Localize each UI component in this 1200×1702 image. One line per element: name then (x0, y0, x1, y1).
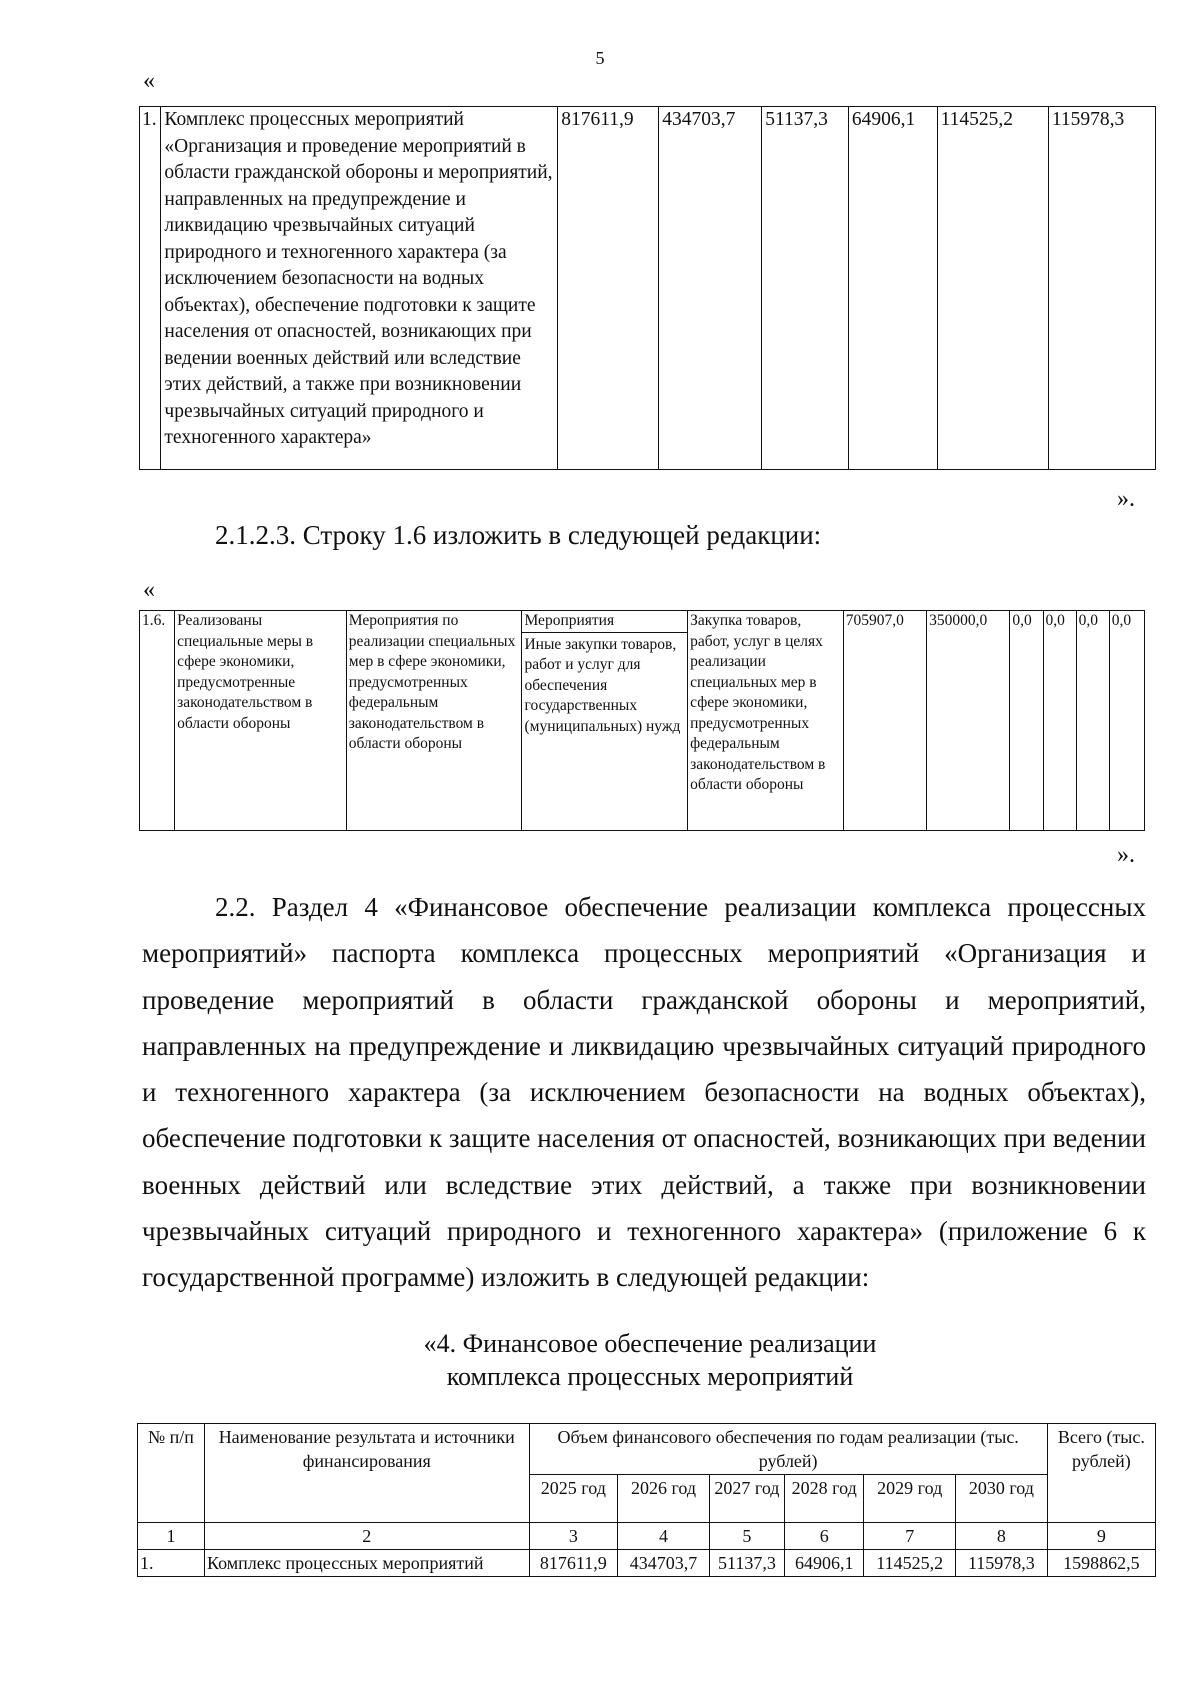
characteristic-cell: Закупка товаров, работ, услуг в целях реализации специальных мер в сфере экономики, предусмотренных федеральным законодательством в области обороны (688, 611, 844, 831)
column-number: 7 (864, 1523, 956, 1550)
header-year: 2028 год (785, 1475, 864, 1523)
table-header-row (138, 1424, 1156, 1475)
row-name: Комплекс процессных мероприятий (204, 1550, 529, 1577)
type-cell (522, 611, 688, 831)
value-cell: 115978,3 (956, 1550, 1048, 1577)
column-number: 1 (138, 1523, 205, 1550)
column-number: 6 (785, 1523, 864, 1550)
value-cell: 434703,7 (618, 1550, 710, 1577)
close-quote: ». (1117, 486, 1135, 512)
paragraph-text: 2.2. Раздел 4 «Финансовое обеспечение реализации комплекса процессных мероприятий» паспорта комплекса процессных мероприятий «Организация и проведение мероприятий в области гражданской обороны и мероприятий, направленных на предупреждение и ликвидацию чрезвычайных ситуаций природного и техногенного характера (за исключением безопасности на водных объектах), обеспечение подготовки к защите населения от опасностей, возникающих при ведении военных действий или вследствие этих действий, а также при возникновении чрезвычайных ситуаций природного и техногенного характера» (приложение 6 к государственной программе) изложить в следующей редакции: (142, 892, 1146, 1293)
header-year: 2029 год (864, 1475, 956, 1523)
column-number: 8 (956, 1523, 1048, 1550)
section-title-line1: «4. Финансовое обеспечение реализации (423, 1329, 877, 1358)
header-year: 2030 год (956, 1475, 1048, 1523)
table-row (138, 1550, 1156, 1577)
column-number: 4 (618, 1523, 710, 1550)
close-quote: ». (1117, 842, 1135, 868)
table-row (140, 611, 1145, 831)
header-volume: Объем финансового обеспечения по годам реализации (тыс. рублей) (529, 1424, 1047, 1475)
value-cell: 350000,0 (927, 611, 1010, 831)
value-cell: 817611,9 (529, 1550, 618, 1577)
column-number: 2 (204, 1523, 529, 1550)
value-cell: 705907,0 (843, 611, 926, 831)
value-cell: 817611,9 (558, 107, 659, 470)
value-cell: 115978,3 (1048, 107, 1155, 470)
type-heading: Мероприятия (522, 611, 687, 633)
value-cell: 114525,2 (864, 1550, 956, 1577)
value-cell: 51137,3 (709, 1550, 784, 1577)
header-year: 2026 год (618, 1475, 710, 1523)
header-total: Всего (тыс. рублей) (1047, 1424, 1155, 1523)
section-title (140, 1327, 1160, 1393)
open-quote: « (143, 577, 155, 603)
event-cell: Мероприятия по реализации специальных мер в сфере экономики, предусмотренных федеральным законодательством в области обороны (346, 611, 522, 831)
value-cell: 64906,1 (848, 107, 937, 470)
header-num: № п/п (138, 1424, 205, 1523)
result-cell: Реализованы специальные меры в сфере экономики, предусмотренные законодательством в области обороны (175, 611, 347, 831)
complex-name: Комплекс процессных мероприятий «Организация и проведение мероприятий в области гражданской обороны и мероприятий, направленных на предупреждение и ликвидацию чрезвычайных ситуаций природного и техногенного характера (за исключением безопасности на водных объектах), обеспечение подготовки к защите населения от опасностей, возникающих при ведении военных действий или вследствие этих действий, а также при возникновении чрезвычайных ситуаций природного и техногенного характера» (161, 107, 558, 470)
row-number: 1. (138, 1550, 205, 1577)
value-cell: 434703,7 (659, 107, 762, 470)
column-numbers-row (138, 1523, 1156, 1550)
value-cell: 0,0 (1109, 611, 1144, 831)
header-year: 2027 год (709, 1475, 784, 1523)
header-name: Наименование результата и источники финансирования (204, 1424, 529, 1523)
header-year: 2025 год (529, 1475, 618, 1523)
value-cell: 0,0 (1010, 611, 1043, 831)
value-cell: 0,0 (1043, 611, 1076, 831)
table-row (140, 107, 1156, 470)
table-row-1-6 (139, 610, 1145, 831)
section-heading-2123: 2.1.2.3. Строку 1.6 изложить в следующей редакции: (215, 520, 822, 550)
total-cell: 1598862,5 (1047, 1550, 1155, 1577)
value-cell: 0,0 (1076, 611, 1109, 831)
page-number: 5 (595, 48, 605, 68)
column-number: 9 (1047, 1523, 1155, 1550)
financing-table (137, 1423, 1156, 1577)
row-number: 1. (140, 107, 161, 470)
section-title-line2: комплекса процессных мероприятий (446, 1362, 854, 1391)
paragraph-2-2 (142, 884, 1146, 1301)
value-cell: 64906,1 (785, 1550, 864, 1577)
type-body: Иные закупки товаров, работ и услуг для обеспечения государственных (муниципальных) нужд (524, 635, 681, 735)
value-cell: 51137,3 (762, 107, 849, 470)
column-number: 5 (709, 1523, 784, 1550)
value-cell: 114525,2 (937, 107, 1048, 470)
column-number: 3 (529, 1523, 618, 1550)
table-complex-row (139, 106, 1156, 470)
open-quote: « (143, 68, 155, 94)
row-number: 1.6. (140, 611, 175, 831)
